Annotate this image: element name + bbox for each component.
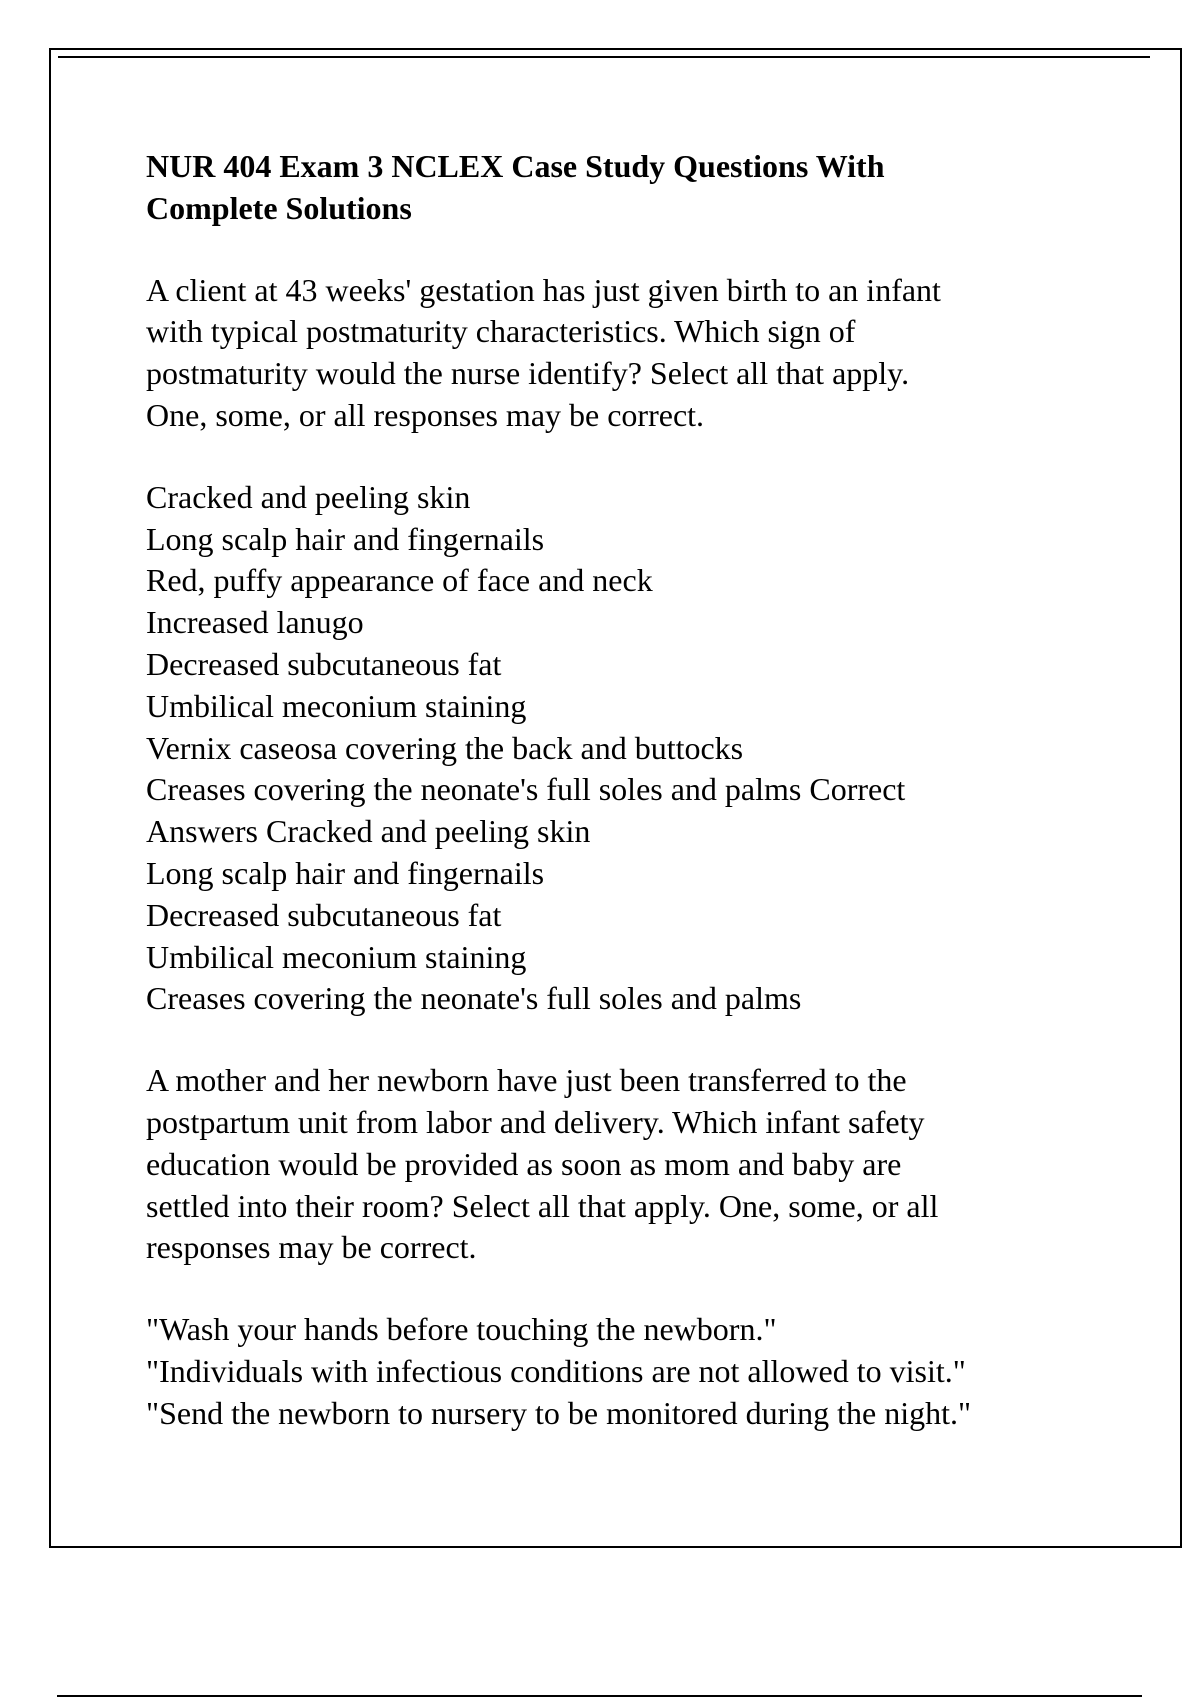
- answer-line: Creases covering the neonate's full soles and palms: [146, 980, 802, 1017]
- stem-line: A client at 43 weeks' gestation has just given birth to an infant: [146, 271, 941, 308]
- stem-line: postmaturity would the nurse identify? Select all that apply.: [146, 355, 910, 392]
- option-line: Increased lanugo: [146, 604, 364, 641]
- question-1-options: [146, 477, 1106, 1020]
- option-line: Red, puffy appearance of face and neck: [146, 562, 653, 599]
- stem-line: settled into their room? Select all that apply. One, some, or all: [146, 1187, 939, 1224]
- option-line: Umbilical meconium staining: [146, 687, 527, 724]
- stem-line: with typical postmaturity characteristics. Which sign of: [146, 313, 856, 350]
- top-rule: [58, 56, 1150, 58]
- stem-line: education would be provided as soon as mom and baby are: [146, 1145, 902, 1182]
- stem-line: A mother and her newborn have just been transferred to the: [146, 1062, 907, 1099]
- option-line: "Wash your hands before touching the newborn.": [146, 1311, 777, 1348]
- option-line: "Send the newborn to nursery to be monitored during the night.": [146, 1394, 972, 1431]
- answer-line: Long scalp hair and fingernails: [146, 854, 545, 891]
- title-line: Complete Solutions: [146, 189, 412, 226]
- question-2-options: [146, 1309, 1106, 1434]
- option-line: "Individuals with infectious conditions are not allowed to visit.": [146, 1352, 966, 1389]
- option-line: Creases covering the neonate's full soles and palms Correct: [146, 771, 906, 808]
- document-title: [146, 146, 1106, 230]
- option-line: Long scalp hair and fingernails: [146, 520, 545, 557]
- option-line: Decreased subcutaneous fat: [146, 645, 502, 682]
- option-line: Cracked and peeling skin: [146, 478, 471, 515]
- title-line: NUR 404 Exam 3 NCLEX Case Study Questions With: [146, 148, 885, 184]
- stem-line: postpartum unit from labor and delivery. Which infant safety: [146, 1103, 925, 1140]
- stem-line: One, some, or all responses may be correct.: [146, 396, 705, 433]
- answer-line: Answers Cracked and peeling skin: [146, 813, 591, 850]
- document-content: [146, 146, 1106, 1475]
- answer-line: Umbilical meconium staining: [146, 938, 527, 975]
- stem-line: responses may be correct.: [146, 1229, 477, 1266]
- question-1-stem: [146, 270, 1106, 437]
- question-2-stem: [146, 1060, 1106, 1269]
- option-line: Vernix caseosa covering the back and buttocks: [146, 729, 744, 766]
- bottom-rule: [57, 1695, 1142, 1697]
- answer-line: Decreased subcutaneous fat: [146, 896, 502, 933]
